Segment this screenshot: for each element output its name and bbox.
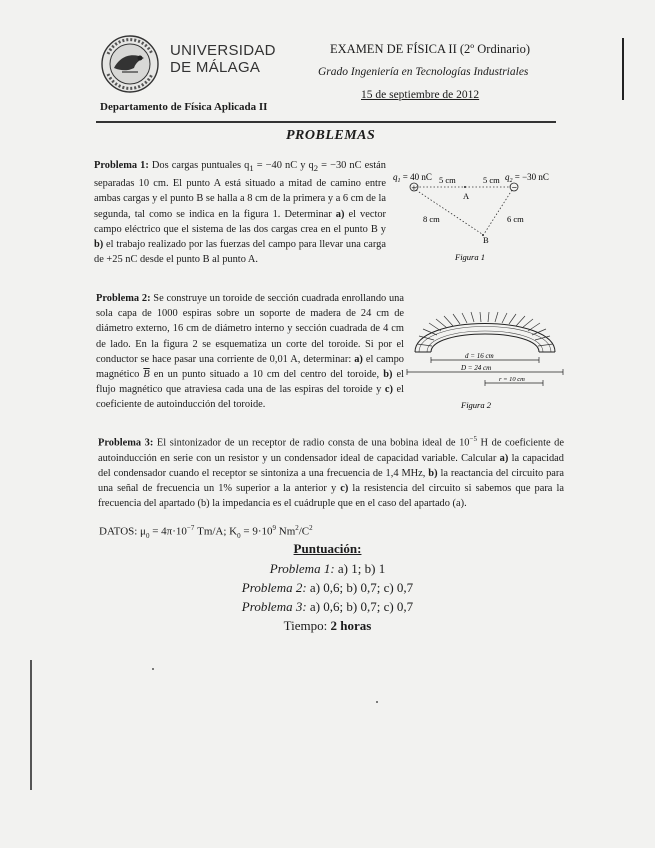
- header-divider: [96, 121, 556, 123]
- problem-2-part-a: el campo magnético: [96, 353, 404, 381]
- figure-2: [405, 294, 565, 412]
- fig1-line-6cm: [484, 190, 512, 234]
- university-line-1: UNIVERSIDAD: [170, 42, 276, 59]
- fig1-point-b-label: B: [483, 235, 489, 245]
- problem-3-part-c: la resistencia del circuito si sabemos que para la frecuencia del apartado (b) la impedancia es el cuádruple que en el caso del apartado (a).: [98, 483, 564, 510]
- problem-2-text-a: Se construye un toroide de sección cuadrada enrollando una sola capa de 1000 espiras sobre un soporte de madera de 24 cm de diámetro externo, 16 cm de diámetro interno y sección cuadrada de 4 cm de lado. En la figura 2 se esquematiza un corte del toroide. Si por el conductor se hace pasar una corriente de 0,01 A, determinar:: [96, 293, 404, 365]
- scoring-line-2-values: a) 0,6; b) 0,7; c) 0,7: [306, 580, 414, 595]
- university-seal-icon: [100, 34, 160, 94]
- section-title: PROBLEMAS: [286, 128, 376, 143]
- dim-D-label: D = 24 cm: [461, 364, 492, 372]
- toroid-windings: [417, 312, 553, 346]
- fig2-caption: Figura 2: [461, 400, 491, 410]
- problem-3-part-a-label: a): [499, 452, 509, 464]
- problem-1-text-a: Dos cargas puntuales q: [148, 160, 250, 171]
- data-constants: [99, 524, 313, 540]
- fig1-charge-q2-sign: −: [511, 183, 518, 192]
- problem-1-text-b: = −40 nC y q: [253, 160, 314, 171]
- problem-2-label: Problema 2:: [96, 293, 151, 304]
- scan-speck: [376, 701, 378, 703]
- dim-r-label: r = 10 cm: [499, 376, 525, 383]
- fig1-dist-8: 8 cm: [423, 214, 440, 224]
- problem-3-text-b: H de coeficiente de autoinducción en serie con un resistor y un condensador ideal de capacidad variable. Calcular: [98, 437, 564, 464]
- problem-3-part-b: la reactancia del circuito para una señal de frecuencia un 1% superior a la anterior y: [98, 467, 564, 495]
- problem-1-text-c: = −30 nC están separadas 10 cm. El punto A está situado a mitad de camino entre ambas cargas y el punto B se halla a 8 cm de la primera y a 6 cm de la segunda, tal como se indica en la figura 1. Determinar: [94, 160, 386, 220]
- problem-1-part-b: el trabajo realizado por las fuerzas del campo para llevar una carga de +25 nC desde el punto B al punto A.: [94, 239, 386, 266]
- fig1-point-a: [464, 186, 466, 188]
- problem-3: [98, 432, 564, 511]
- mu-value: = 4π·10: [149, 525, 187, 538]
- scan-speck: [152, 668, 154, 670]
- figure-1: [393, 164, 571, 262]
- k-exponent: 9: [272, 524, 276, 532]
- scan-edge-line-left: [30, 660, 32, 790]
- scoring-line-2-label: Problema 2:: [241, 580, 307, 595]
- problem-2-part-a-label: a): [354, 353, 363, 365]
- q2-subscript: 2: [313, 163, 319, 174]
- k-unit-exp-2: 2: [309, 524, 313, 532]
- k-value: = 9·10: [240, 525, 273, 538]
- fig1-charge-q1-sign: +: [411, 184, 417, 192]
- toroid-inner-arch: [431, 334, 539, 352]
- problem-1: [94, 158, 386, 268]
- time-value: 2 horas: [330, 618, 372, 633]
- scoring-line-1: [0, 561, 655, 577]
- fig1-left-distance: 5 cm: [439, 175, 456, 185]
- problem-1-label: Problema 1:: [94, 160, 149, 171]
- problem-2-part-c-label: c): [384, 384, 393, 396]
- mu-subscript: 0: [145, 531, 150, 540]
- fig1-dist-6: 6 cm: [507, 214, 524, 224]
- scoring-line-3-label: Problema 3:: [241, 599, 307, 614]
- exam-time: [0, 618, 655, 634]
- dim-d-label: d = 16 cm: [465, 352, 494, 360]
- scoring-title: Puntuación:: [293, 541, 362, 556]
- scoring-line-1-label: Problema 1:: [269, 561, 335, 576]
- problem-3-part-a: la capacidad del condensador cuando el receptor se sintoniza a una frecuencia de 1,4 MHz,: [98, 452, 564, 479]
- time-label: Tiempo:: [283, 618, 331, 633]
- scoring-line-3: [0, 599, 655, 615]
- problem-2-part-b-label: b): [383, 369, 393, 381]
- problem-2-part-c: el coeficiente de autoinducción del toroide.: [96, 384, 404, 411]
- exponent-minus-5: −5: [469, 435, 477, 443]
- fig1-q2-label: $q_2 = -30$ nC: [505, 172, 549, 184]
- university-line-2: DE MÁLAGA: [170, 59, 261, 76]
- fig1-right-distance: 5 cm: [483, 175, 500, 185]
- datos-prefix: DATOS: μ: [99, 525, 146, 538]
- university-name: [170, 42, 276, 76]
- vector-b-symbol: $\overline{B}$: [143, 369, 150, 381]
- q1-subscript: 1: [249, 163, 254, 174]
- problem-1-part-a: el vector campo eléctrico que el sistema de las dos cargas crea en el punto B y: [94, 208, 386, 235]
- problem-2: [96, 291, 404, 413]
- fig1-q1-label: $q_1 = 40$ nC: [393, 172, 432, 184]
- fig1-line-8cm: [416, 190, 482, 234]
- fig1-caption: Figura 1: [455, 252, 485, 262]
- mu-exponent: −7: [186, 524, 195, 532]
- problem-3-text-a: El sintonizador de un receptor de radio consta de una bobina ideal de 10: [153, 437, 470, 449]
- problem-2-part-a-rest: en un punto situado a 10 cm del centro del toroide,: [149, 369, 384, 381]
- exam-title: EXAMEN DE FÍSICA II (2º Ordinario): [330, 42, 531, 56]
- k-unit: Nm: [276, 525, 296, 538]
- scan-edge-line: [622, 38, 624, 100]
- department: Departamento de Física Aplicada II: [100, 101, 268, 113]
- problem-3-label: Problema 3:: [98, 437, 154, 449]
- problem-1-part-b-label: b): [94, 239, 104, 251]
- fig1-point-a-label: A: [463, 191, 470, 201]
- k-unit-exp: 2: [295, 524, 299, 532]
- scoring-line-2: [0, 580, 655, 596]
- exam-subtitle: Grado Ingeniería en Tecnologías Industriales: [318, 66, 529, 78]
- problem-2-part-b: el flujo magnético que atraviesa cada una de las espiras del toroide y: [96, 369, 404, 396]
- problem-3-part-c-label: c): [340, 483, 349, 495]
- problem-3-part-b-label: b): [428, 467, 438, 479]
- exam-date: 15 de septiembre de 2012: [361, 89, 480, 101]
- k-subscript: 0: [237, 531, 241, 540]
- k-unit-2: /C: [298, 525, 310, 538]
- scoring-line-1-values: a) 1; b) 1: [334, 561, 386, 576]
- problem-1-part-a-label: a): [335, 208, 345, 220]
- scoring-line-3-values: a) 0,6; b) 0,7; c) 0,7: [306, 599, 414, 614]
- mu-unit: Tm/A; K: [194, 525, 238, 538]
